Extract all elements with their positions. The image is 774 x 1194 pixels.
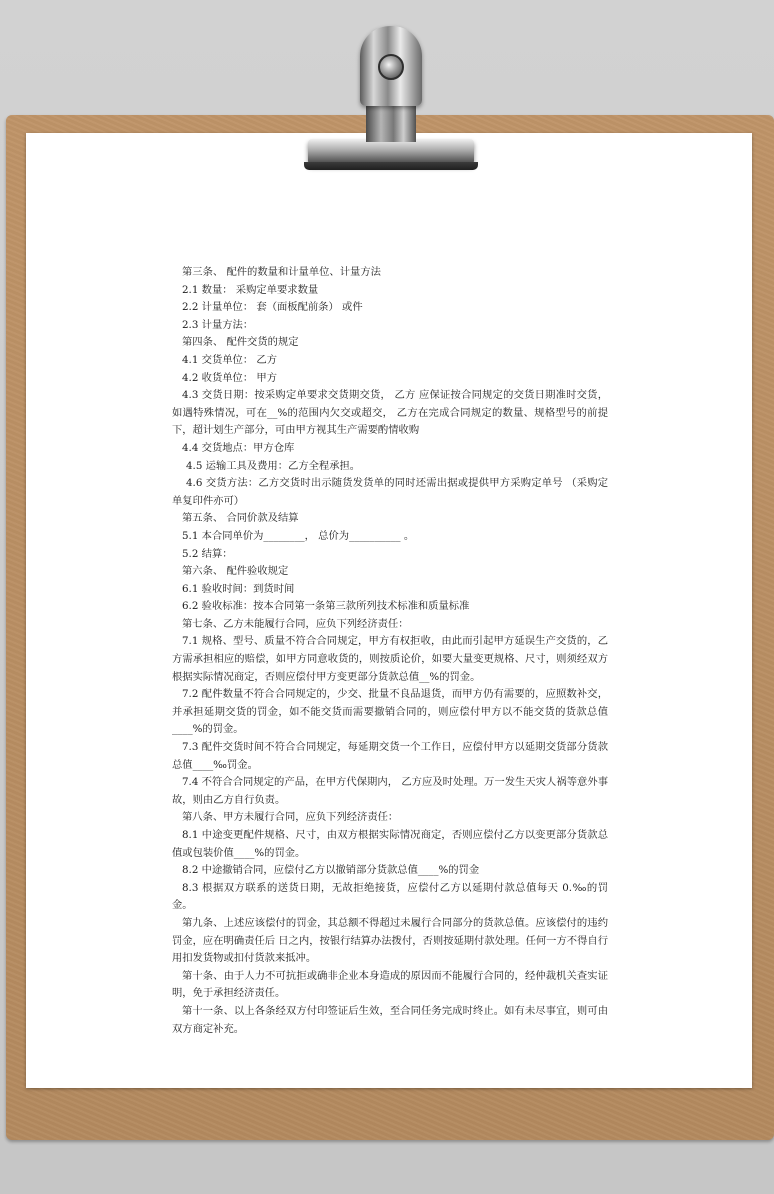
line-22: 第八条、甲方未履行合同，应负下列经济责任： (182, 811, 399, 824)
line-9: 4.5 运输工具及费用：乙方全程承担。 (186, 459, 361, 472)
line-13: 5.2 结算： (182, 547, 233, 560)
line-23: 8.1 中途变更配件规格、尺寸，由双方根据实际情况商定，否则应偿付乙方以变更部分货款总值或包装价值____%的罚金。 (172, 829, 608, 859)
line-15: 6.1 验收时间：到货时间 (182, 582, 295, 595)
line-20: 7.3 配件交货时间不符合合同规定，每延期交货一个工作日，应偿付甲方以延期交货部分货款总值____‰罚金。 (172, 741, 608, 771)
line-10: 4.6 交货方法：乙方交货时出示随货发货单的同时还需出据或提供甲方采购定单号 （采购定单复印件亦可） (172, 477, 608, 507)
line-0: 第三条、 配件的数量和计量单位、计量方法 (182, 266, 381, 278)
line-3: 2.3 计量方法： (182, 318, 254, 331)
binder-clip-lip (304, 162, 478, 170)
line-18: 7.1 规格、型号、质量不符合合同规定，甲方有权拒收，由此而引起甲方延误生产交货的，乙方需承担相应的赔偿，如甲方同意收货的，则按质论价，如要大量变更规格、尺寸，则须经双方根据实际情况商定，否则应偿付甲方变更部分货款总值__%的罚金。 (172, 635, 608, 683)
line-14: 第六条、 配件验收规定 (182, 565, 289, 578)
line-25: 8.3 根据双方联系的送货日期，无故拒绝接货，应偿付乙方以延期付款总值每天 0.‰的罚金。 (172, 881, 608, 912)
line-21: 7.4 不符合合同规定的产品，在甲方代保期内， 乙方应及时处理。万一发生天灾人祸等意外事故，则由乙方自行负责。 (172, 776, 608, 806)
line-6: 4.2 收货单位： 甲方 (182, 371, 277, 384)
line-28: 第十一条、以上各条经双方付印签证后生效，至合同任务完成时终止。如有未尽事宜，则可由双方商定补充。 (172, 1004, 608, 1035)
line-11: 第五条、 合同价款及结算 (182, 512, 299, 525)
line-17: 第七条、乙方未能履行合同，应负下列经济责任： (182, 617, 409, 630)
line-26: 第九条、上述应该偿付的罚金，其总额不得超过未履行合同部分的货款总值。应该偿付的违约罚金，应在明确责任后 日之内，按银行结算办法拨付，否则按延期付款处理。任何一方不得自行用扣发货物或扣付货款来抵冲。 (172, 916, 608, 965)
line-19: 7.2 配件数量不符合合同规定的，少交、批量不良品退货，而甲方仍有需要的，应照数补交，并承担延期交货的罚金，如不能交货而需要撤销合同的，则应偿付甲方以不能交货的货款总值____%的罚金。 (172, 688, 608, 736)
line-7: 4.3 交货日期：按采购定单要求交货期交货， 乙方 应保证按合同规定的交货日期准时交货，如遇特殊情况，可在__%的范围内欠交或超交， 乙方在完成合同规定的数量、规格型号的前提下，超计划生产部分，可由甲方视其生产需要酌情收购 (172, 389, 608, 437)
line-12: 5.1 本合同单价为________， 总价为__________ 。 (182, 529, 415, 542)
line-8: 4.4 交货地点：甲方仓库 (182, 441, 295, 454)
line-27: 第十条、由于人力不可抗拒或确非企业本身造成的原因而不能履行合同的，经仲裁机关查实证明，免于承担经济责任。 (172, 969, 608, 1000)
contract-text (172, 264, 608, 1038)
line-1: 2.1 数量： 采购定单要求数量 (182, 283, 319, 296)
line-16: 6.2 验收标准：按本合同第一条第三款所列技术标准和质量标准 (182, 600, 470, 613)
line-4: 第四条、 配件交货的规定 (182, 336, 299, 349)
binder-clip-hole (378, 54, 404, 80)
line-5: 4.1 交货单位： 乙方 (182, 353, 277, 366)
line-24: 8.2 中途撤销合同，应偿付乙方以撤销部分货款总值____%的罚金 (182, 864, 480, 877)
line-2: 2.2 计量单位： 套（面板配前条） 或件 (182, 301, 363, 314)
